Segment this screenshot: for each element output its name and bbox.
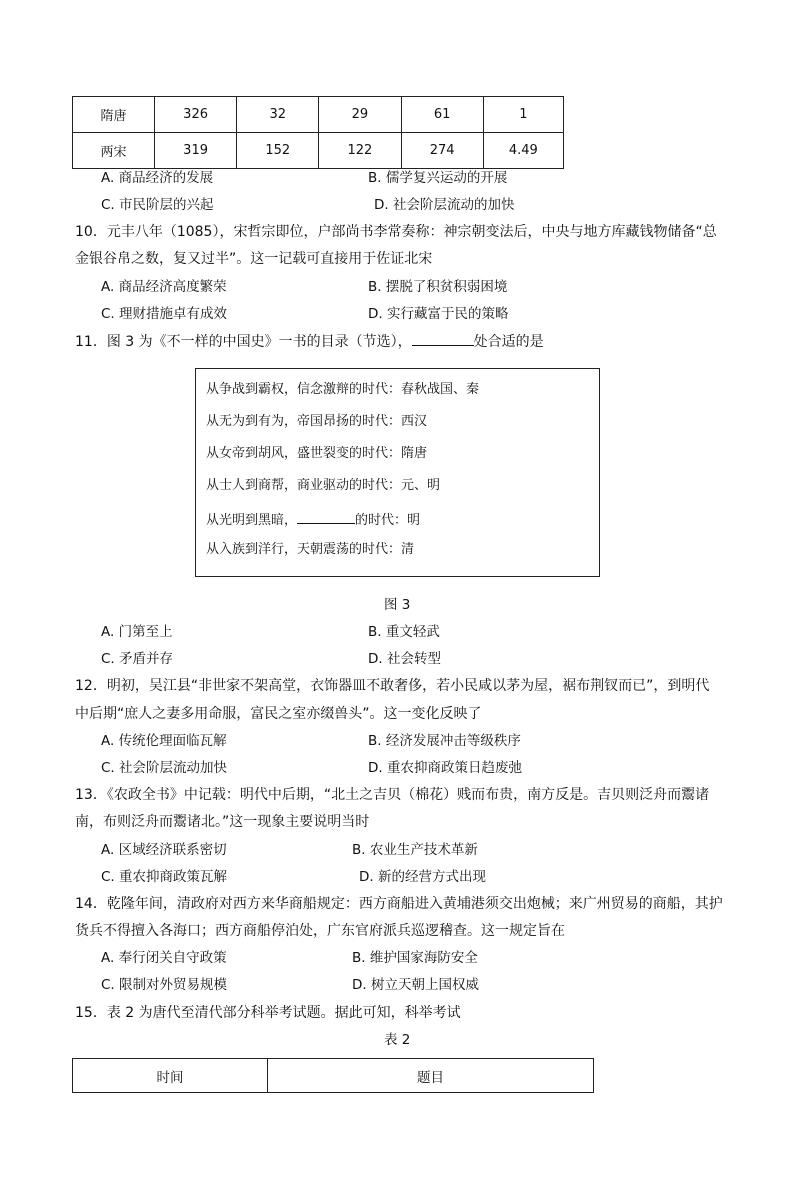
q14-stem-line2: 货兵不得擅入各海口；西方商船停泊处，广东官府派兵巡逻稽查。这一规定旨在 (75, 923, 565, 939)
table-cell: 1 (483, 97, 563, 133)
table-cell: 4.49 (483, 133, 563, 169)
table-cell: 152 (237, 133, 319, 169)
answer-blank (412, 331, 474, 346)
table-cell: 319 (155, 133, 237, 169)
q9-option-c: C. 市民阶层的兴起 (101, 197, 214, 213)
q13-option-a: A. 区域经济联系密切 (101, 842, 227, 858)
statistics-table (72, 96, 564, 169)
toc-entry: 从无为到有为，帝国昂扬的时代：西汉 (206, 414, 428, 429)
q12-option-d: D. 重农抑商政策日趋废弛 (368, 760, 522, 776)
q12-option-a: A. 传统伦理面临瓦解 (101, 733, 227, 749)
q11-option-a: A. 门第至上 (101, 624, 173, 640)
column-header-time: 时间 (73, 1059, 268, 1093)
q14-option-d: D. 树立天朝上国权威 (352, 977, 479, 993)
q12-stem-line2: 中后期“庶人之妻多用命服，富民之室亦缀兽头”。这一变化反映了 (75, 706, 482, 722)
q15-stem: 15．表 2 为唐代至清代部分科举考试题。据此可知，科举考试 (75, 1005, 461, 1021)
q10-option-c: C. 理财措施卓有成效 (101, 306, 228, 322)
table-caption: 表 2 (384, 1032, 411, 1048)
answer-blank (297, 509, 355, 524)
q9-option-a: A. 商品经济的发展 (101, 170, 214, 186)
table-header-row (73, 1059, 594, 1093)
table-cell: 29 (319, 97, 401, 133)
q11-stem-suffix: 处合适的是 (473, 334, 544, 350)
toc-entry: 从争战到霸权，信念激辩的时代：春秋战国、秦 (206, 382, 480, 397)
figure-caption: 图 3 (384, 597, 411, 613)
q11-stem-prefix: 11．图 3 为《不一样的中国史》一书的目录（节选）， (75, 334, 412, 350)
table-cell: 隋唐 (73, 97, 155, 133)
q10-stem-line2: 金银谷帛之数，复又过半”。这一记载可直接用于佐证北宋 (75, 251, 433, 267)
q13-option-d: D. 新的经营方式出现 (359, 869, 486, 885)
q14-option-c: C. 限制对外贸易规模 (101, 977, 228, 993)
q13-option-c: C. 重农抑商政策瓦解 (101, 869, 228, 885)
toc-entry-prefix: 从光明到黑暗， (206, 513, 298, 528)
q14-option-b: B. 维护国家海防安全 (352, 950, 478, 966)
q11-stem (75, 331, 544, 352)
toc-entry (206, 509, 420, 530)
figure-3-box (195, 368, 600, 577)
toc-entry: 从入族到洋行，天朝震荡的时代：清 (206, 542, 415, 557)
q11-option-d: D. 社会转型 (368, 651, 441, 667)
q14-stem-line1: 14．乾隆年间，清政府对西方来华商船规定：西方商船进入黄埔港须交出炮械；来广州贸易的商船，其护 (75, 896, 723, 912)
table-cell: 274 (401, 133, 483, 169)
table-cell: 122 (319, 133, 401, 169)
q12-option-c: C. 社会阶层流动加快 (101, 760, 228, 776)
table-row (73, 97, 564, 133)
toc-entry: 从女帝到胡风，盛世裂变的时代：隋唐 (206, 446, 428, 461)
q14-option-a: A. 奉行闭关自守政策 (101, 950, 227, 966)
q13-stem-line1: 13．《农政全书》中记载：明代中后期，“北土之吉贝（棉花）贱而布贵，南方反是。吉贝则泛舟而鬻诸 (75, 787, 710, 803)
toc-entry-suffix: 的时代：明 (355, 513, 421, 528)
table-cell: 32 (237, 97, 319, 133)
table-cell: 两宋 (73, 133, 155, 169)
table-cell: 61 (401, 97, 483, 133)
q10-option-d: D. 实行藏富于民的策略 (368, 306, 509, 322)
q9-option-d: D. 社会阶层流动的加快 (374, 197, 515, 213)
table-cell: 326 (155, 97, 237, 133)
q10-option-b: B. 摆脱了积贫积弱困境 (368, 279, 508, 295)
q9-option-b: B. 儒学复兴运动的开展 (368, 170, 508, 186)
q10-option-a: A. 商品经济高度繁荣 (101, 279, 227, 295)
q12-stem-line1: 12．明初，吴江县“非世家不架高堂，衣饰器皿不敢奢侈，若小民咸以茅为屋，裾布荆钗而已”，到明代 (75, 678, 710, 694)
q11-option-b: B. 重文轻武 (368, 624, 440, 640)
exam-questions-table (72, 1058, 594, 1093)
q12-option-b: B. 经济发展冲击等级秩序 (368, 733, 521, 749)
table-row (73, 133, 564, 169)
column-header-question: 题目 (268, 1059, 594, 1093)
q13-option-b: B. 农业生产技术革新 (352, 842, 478, 858)
q11-option-c: C. 矛盾并存 (101, 651, 174, 667)
q13-stem-line2: 南，布则泛舟而鬻诸北。”这一现象主要说明当时 (75, 814, 370, 830)
toc-entry: 从士人到商帮，商业驱动的时代：元、明 (206, 478, 441, 493)
q10-stem-line1: 10．元丰八年（1085），宋哲宗即位，户部尚书李常奏称：神宗朝变法后，中央与地方库藏钱物储备“总 (75, 224, 717, 240)
